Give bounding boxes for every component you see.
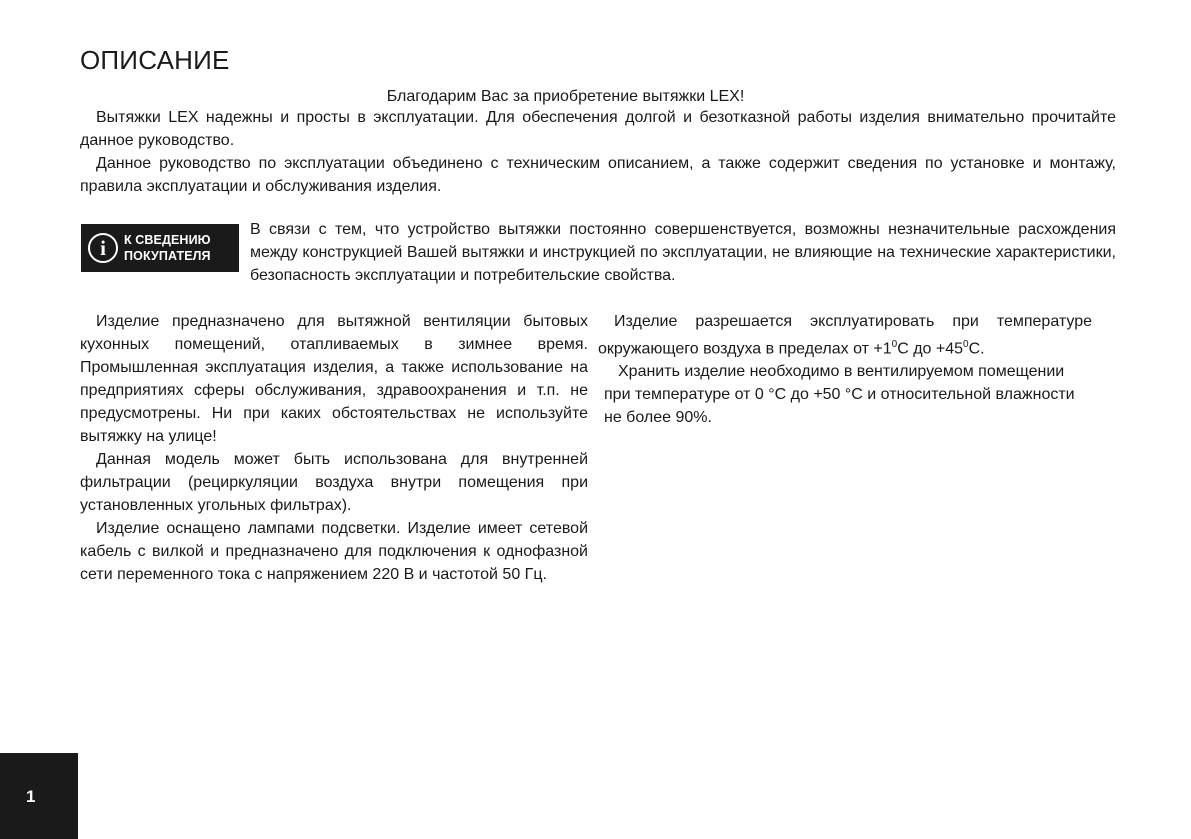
- badge-label-line1: К СВЕДЕНИЮ: [124, 233, 211, 247]
- operating-text-mid: С до +45: [897, 340, 964, 358]
- left-column: [80, 310, 588, 586]
- badge-label-line2: ПОКУПАТЕЛЯ: [124, 249, 211, 263]
- operating-text-end: С.: [968, 340, 985, 358]
- info-icon: i: [88, 233, 118, 263]
- operating-text: Изделие разрешается эксплуатировать при температуре окружающего воздуха в пределах от +1: [598, 313, 1092, 358]
- page-title: ОПИСАНИЕ: [80, 45, 230, 75]
- degree-mark: 0: [963, 339, 969, 350]
- right-column: [598, 310, 1092, 429]
- intro-section: [80, 106, 1116, 198]
- intro-paragraph: Вытяжки LEX надежны и просты в эксплуатации. Для обеспечения долгой и безотказной работы изделия внимательно прочитайте данное руководство.: [80, 109, 1116, 149]
- intro-paragraph: Данное руководство по эксплуатации объединено с техническим описанием, а также содержит сведения по установке и монтажу, правила эксплуатации и обслуживания изделия.: [80, 155, 1116, 195]
- page-number: 1: [26, 787, 36, 806]
- electrical-paragraph: Изделие оснащено лампами подсветки. Изделие имеет сетевой кабель с вилкой и предназначено для подключения к однофазной сети переменного тока с напряжением 220 В и частотой 50 Гц.: [80, 520, 588, 583]
- purpose-paragraph: Изделие предназначено для вытяжной вентиляции бытовых кухонных помещений, отапливаемых в зимнее время. Промышленная эксплуатация изделия, а также использование на предприятиях сферы обслуживания, здравоохранения и т.п. не предусмотрены. Ни при каких обстоятельствах не используйте вытяжку на улице!: [80, 313, 588, 445]
- filtration-paragraph: Данная модель может быть использована для внутренней фильтрации (рециркуляции воздуха внутри помещения при установленных угольных фильтрах).: [80, 451, 588, 514]
- operating-temperature-paragraph: [598, 310, 1092, 360]
- degree-mark: 0: [891, 339, 898, 350]
- customer-notice-badge: [81, 224, 239, 272]
- storage-paragraph: Хранить изделие необходимо в вентилируемом помещении при температуре от 0 °С до +50 °С и относительной влажности не более 90%.: [604, 363, 1075, 427]
- thanks-line: Благодарим Вас за приобретение вытяжки LEX!: [386, 88, 745, 105]
- badge-label: [124, 232, 211, 264]
- notice-text: В связи с тем, что устройство вытяжки постоянно совершенствуется, возможны незначительные расхождения между конструкцией Вашей вытяжки и инструкцией по эксплуатации, не влияющие на технические характеристики, безопасность эксплуатации и потребительские свойства.: [250, 221, 1116, 284]
- page-number-box: [0, 753, 78, 839]
